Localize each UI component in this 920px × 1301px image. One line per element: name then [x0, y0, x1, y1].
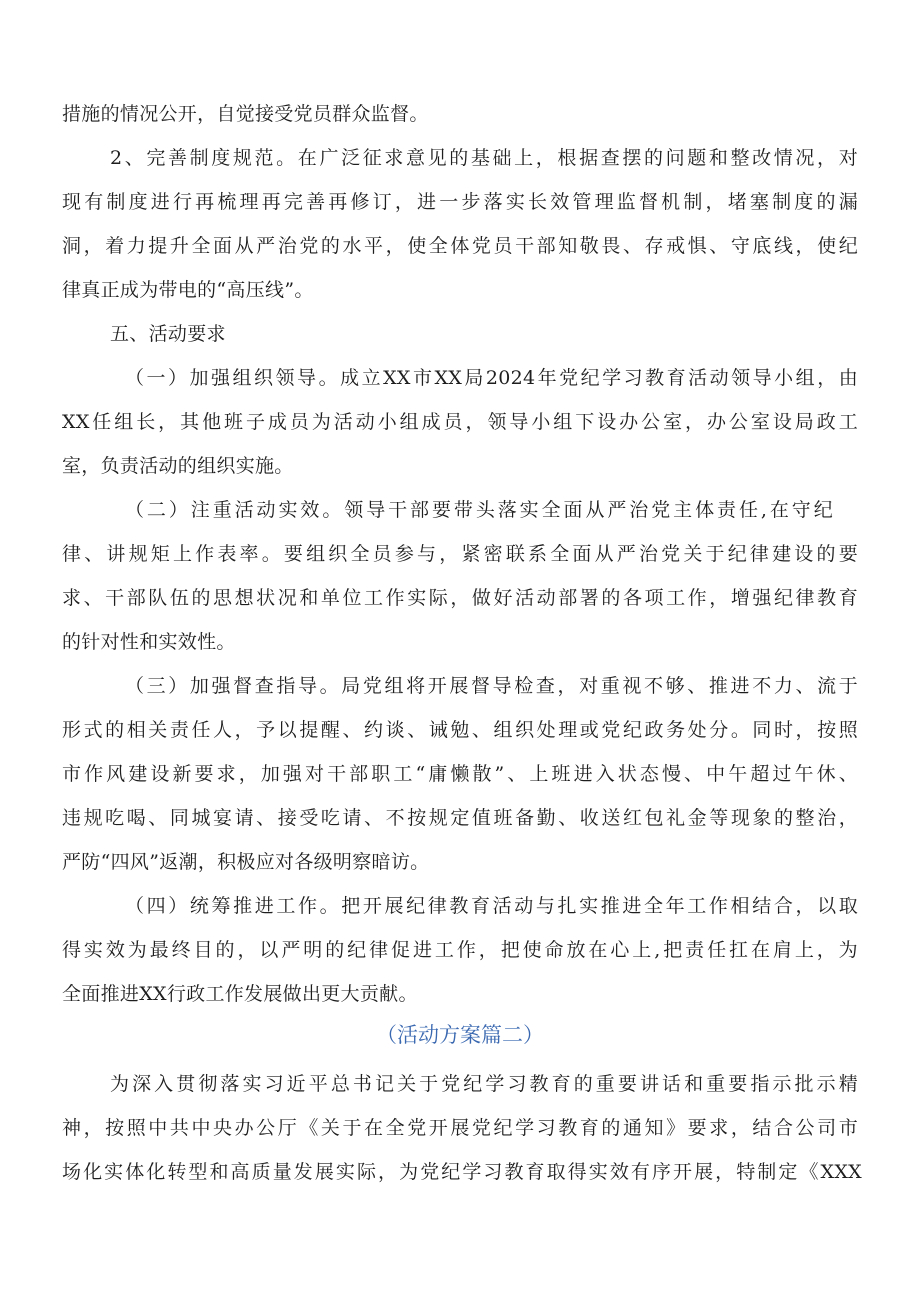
paragraph-line: （二）注重活动实效。领导干部要带头落实全面从严治党主体责任,在守纪: [125, 499, 833, 521]
paragraph-line: 现有制度进行再梳理再完善再修订，进一步落实长效管理监督机制，堵塞制度的漏: [62, 191, 858, 213]
paragraph-line: XX任组长，其他班子成员为活动小组成员，领导小组下设办公室，办公室设局政工: [62, 411, 858, 433]
section-title: 五、活动要求: [110, 323, 226, 345]
paragraph-line: 严防“四风”返潮，积极应对各级明察暗访。: [62, 851, 430, 873]
paragraph-line: 的针对性和实效性。: [62, 631, 236, 653]
paragraph-line: 市作风建设新要求，加强对干部职工“庸懒散”、上班进入状态慢、中午超过午休、: [62, 763, 858, 785]
paragraph-line: 得实效为最终目的，以严明的纪律促进工作，把使命放在心上,把责任扛在肩上，为: [62, 939, 858, 961]
section-heading: （活动方案篇二）: [376, 1023, 544, 1047]
paragraph-line: （一）加强组织领导。成立XX市XX局2024年党纪学习教育活动领导小组，由: [125, 367, 858, 389]
paragraph-line: 律、讲规矩上作表率。要组织全员参与，紧密联系全面从严治党关于纪律建设的要: [62, 543, 858, 565]
paragraph-line: 律真正成为带电的“高压线”。: [62, 279, 314, 301]
paragraph-line: 为深入贯彻落实习近平总书记关于党纪学习教育的重要讲话和重要指示批示精: [110, 1073, 858, 1095]
paragraph-line: （四）统筹推进工作。把开展纪律教育活动与扎实推进全年工作相结合，以取: [125, 895, 858, 917]
paragraph-line: 场化实体化转型和高质量发展实际，为党纪学习教育取得实效有序开展，特制定《XXX: [62, 1161, 862, 1183]
paragraph-line: 室，负责活动的组织实施。: [62, 455, 294, 477]
paragraph-line: 全面推进XX行政工作发展做出更大贡献。: [62, 983, 418, 1005]
paragraph-line: 形式的相关责任人，予以提醒、约谈、诫勉、组织处理或党纪政务处分。同时，按照: [62, 719, 858, 741]
paragraph-line: 2、完善制度规范。在广泛征求意见的基础上，根据查摆的问题和整改情况，对: [110, 147, 858, 169]
paragraph-line: 措施的情况公开，自觉接受党员群众监督。: [62, 103, 429, 125]
paragraph-line: 求、干部队伍的思想状况和单位工作实际，做好活动部署的各项工作，增强纪律教育: [62, 587, 858, 609]
paragraph-line: 违规吃喝、同城宴请、接受吃请、不按规定值班备勤、收送红包礼金等现象的整治，: [62, 807, 858, 829]
paragraph-line: 洞，着力提升全面从严治党的水平，使全体党员干部知敬畏、存戒惧、守底线，使纪: [62, 235, 858, 257]
paragraph-line: （三）加强督查指导。局党组将开展督导检查，对重视不够、推进不力、流于: [125, 675, 858, 697]
paragraph-line: 神，按照中共中央办公厅《关于在全党开展党纪学习教育的通知》要求，结合公司市: [62, 1117, 858, 1139]
